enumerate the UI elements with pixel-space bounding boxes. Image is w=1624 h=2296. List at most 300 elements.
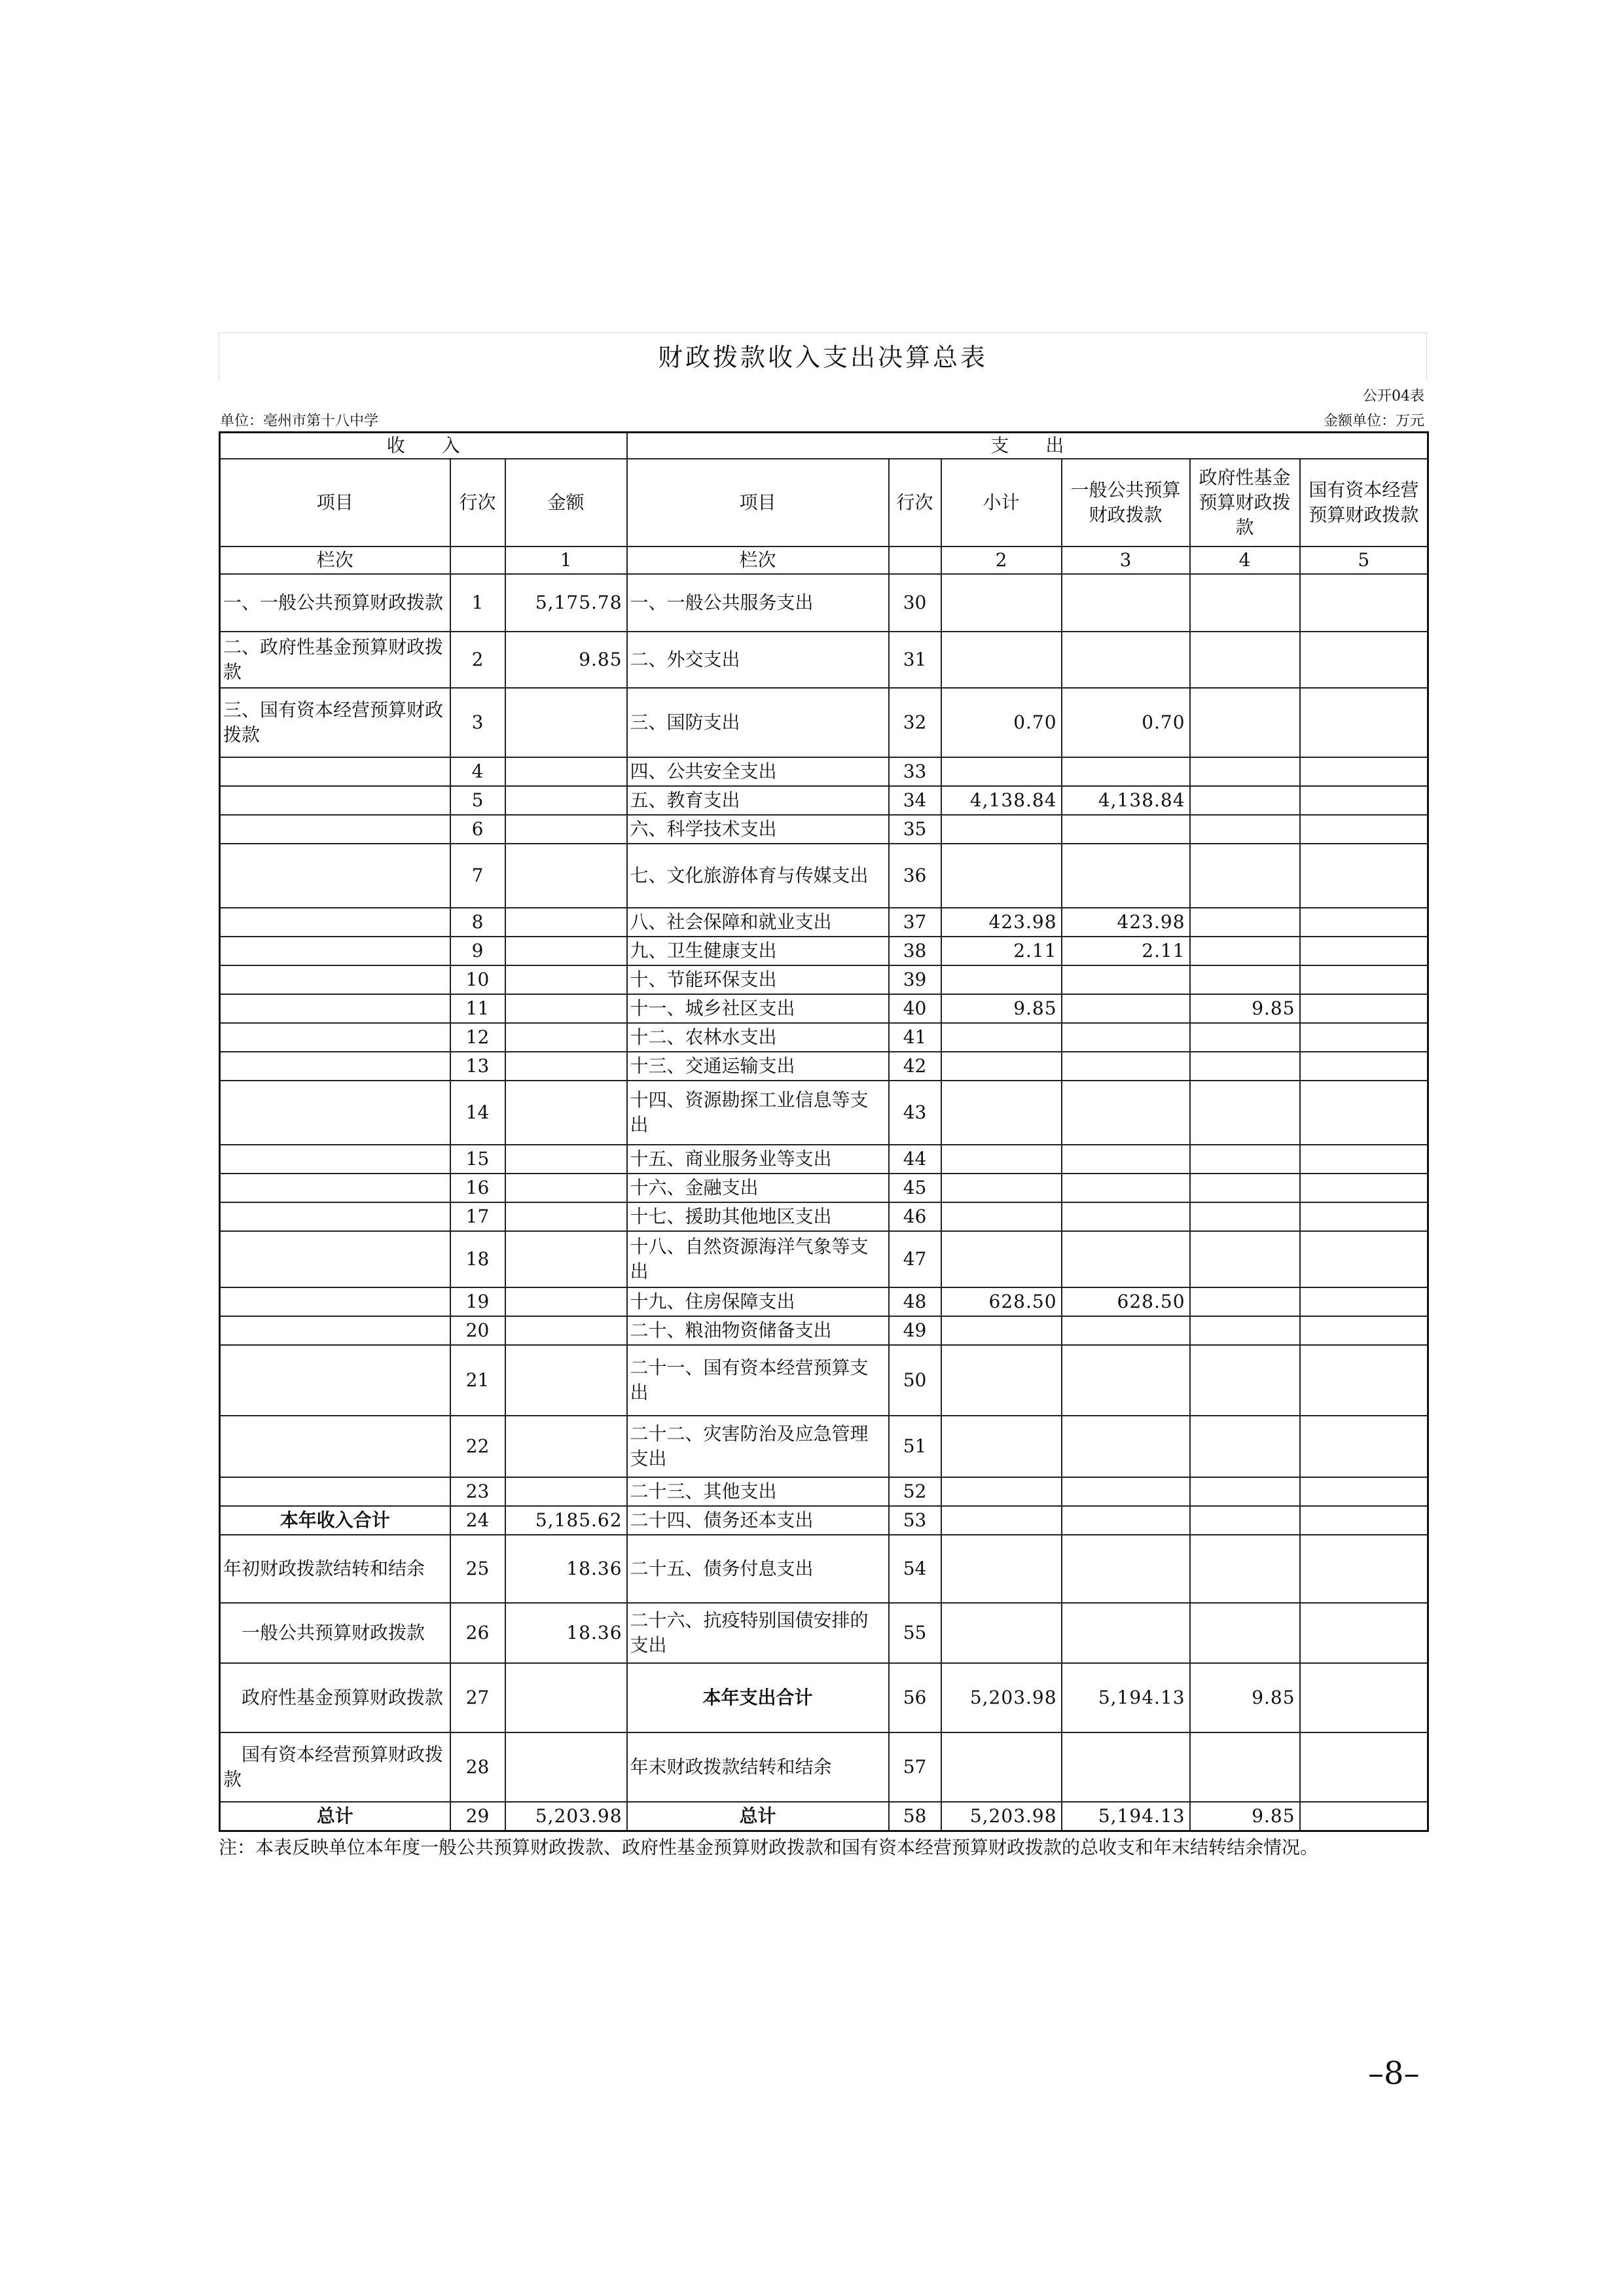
unit-label: 单位：亳州市第十八中学 (220, 413, 379, 429)
expense-fund (1190, 1202, 1300, 1231)
expense-row-no: 54 (889, 1535, 941, 1603)
report-title: 财政拨款收入支出决算总表 (219, 332, 1427, 382)
header-fund: 政府性基金预算财政拨款 (1190, 459, 1300, 547)
income-row-no: 5 (450, 786, 505, 815)
income-row-no: 25 (450, 1535, 505, 1603)
income-item: 年初财政拨款结转和结余 (220, 1535, 450, 1603)
income-amount (505, 1052, 627, 1081)
expense-fund (1190, 786, 1300, 815)
expense-state (1300, 1603, 1428, 1663)
income-amount: 5,203.98 (505, 1802, 627, 1831)
income-item: 本年收入合计 (220, 1506, 450, 1535)
form-code: 公开04表 (1363, 388, 1424, 404)
expense-state (1300, 1174, 1428, 1202)
expense-fund (1190, 1023, 1300, 1052)
expense-state (1300, 965, 1428, 994)
expense-fund (1190, 965, 1300, 994)
expense-fund (1190, 1506, 1300, 1535)
expense-row-no: 45 (889, 1174, 941, 1202)
expense-general (1062, 574, 1190, 632)
expense-item: 三、国防支出 (627, 688, 889, 757)
expense-item: 二十五、债务付息支出 (627, 1535, 889, 1603)
expense-subtotal (941, 1231, 1062, 1287)
expense-row-no: 53 (889, 1506, 941, 1535)
income-amount (505, 1477, 627, 1506)
income-item: 总计 (220, 1802, 450, 1831)
expense-item: 二十、粮油物资储备支出 (627, 1316, 889, 1345)
expense-state (1300, 1345, 1428, 1416)
income-amount (505, 937, 627, 965)
expense-item: 十六、金融支出 (627, 1174, 889, 1202)
expense-subtotal (941, 1145, 1062, 1174)
table-row (220, 1732, 1428, 1802)
income-item (220, 844, 450, 908)
section-header-row (220, 433, 1428, 459)
expense-state (1300, 994, 1428, 1023)
income-row-no: 18 (450, 1231, 505, 1287)
expense-general (1062, 1603, 1190, 1663)
expense-general (1062, 1535, 1190, 1603)
income-item (220, 1174, 450, 1202)
expense-row-no: 55 (889, 1603, 941, 1663)
col-label: 栏次 (220, 547, 450, 574)
income-row-no: 6 (450, 815, 505, 844)
income-amount (505, 994, 627, 1023)
income-item (220, 1023, 450, 1052)
expense-general (1062, 1416, 1190, 1477)
expense-item: 年末财政拨款结转和结余 (627, 1732, 889, 1802)
table-row (220, 786, 1428, 815)
expense-general (1062, 1023, 1190, 1052)
income-row-no: 14 (450, 1081, 505, 1145)
expense-general (1062, 1732, 1190, 1802)
expense-general (1062, 632, 1190, 688)
income-row-no: 8 (450, 908, 505, 937)
income-amount (505, 908, 627, 937)
expense-general (1062, 1231, 1190, 1287)
income-amount (505, 757, 627, 786)
income-header: 收 入 (220, 433, 627, 459)
expense-item: 四、公共安全支出 (627, 757, 889, 786)
expense-general (1062, 1145, 1190, 1174)
income-item: 国有资本经营预算财政拨款 (220, 1732, 450, 1802)
expense-subtotal (941, 632, 1062, 688)
expense-row-no: 47 (889, 1231, 941, 1287)
appropriation-table (219, 431, 1429, 1832)
expense-subtotal: 2.11 (941, 937, 1062, 965)
income-amount: 18.36 (505, 1535, 627, 1603)
expense-fund (1190, 632, 1300, 688)
expense-subtotal (941, 1202, 1062, 1231)
expense-state (1300, 1663, 1428, 1732)
expense-row-no: 46 (889, 1202, 941, 1231)
expense-subtotal (941, 1023, 1062, 1052)
income-item (220, 1477, 450, 1506)
income-item (220, 1345, 450, 1416)
expense-item: 十、节能环保支出 (627, 965, 889, 994)
expense-state (1300, 1535, 1428, 1603)
income-row-no: 24 (450, 1506, 505, 1535)
expense-row-no: 32 (889, 688, 941, 757)
expense-general (1062, 1174, 1190, 1202)
expense-subtotal (941, 1345, 1062, 1416)
expense-item: 二、外交支出 (627, 632, 889, 688)
expense-subtotal: 4,138.84 (941, 786, 1062, 815)
table-row (220, 1802, 1428, 1831)
income-amount (505, 1663, 627, 1732)
expense-row-no: 42 (889, 1052, 941, 1081)
table-row (220, 1416, 1428, 1477)
expense-item: 十四、资源勘探工业信息等支出 (627, 1081, 889, 1145)
expense-item: 二十三、其他支出 (627, 1477, 889, 1506)
income-row-no: 27 (450, 1663, 505, 1732)
expense-state (1300, 574, 1428, 632)
income-amount (505, 1145, 627, 1174)
income-item (220, 937, 450, 965)
expense-subtotal (941, 1477, 1062, 1506)
expense-subtotal (941, 815, 1062, 844)
expense-fund (1190, 815, 1300, 844)
income-item (220, 786, 450, 815)
unit-row (219, 406, 1427, 431)
header-row-no: 行次 (450, 459, 505, 547)
col-blank-1 (450, 547, 505, 574)
expense-row-no: 35 (889, 815, 941, 844)
expense-fund: 9.85 (1190, 994, 1300, 1023)
expense-fund (1190, 1287, 1300, 1316)
expense-item: 二十六、抗疫特别国债安排的支出 (627, 1603, 889, 1663)
expense-item: 二十四、债务还本支出 (627, 1506, 889, 1535)
expense-state (1300, 1081, 1428, 1145)
expense-general (1062, 844, 1190, 908)
income-row-no: 19 (450, 1287, 505, 1316)
expense-subtotal: 0.70 (941, 688, 1062, 757)
table-row (220, 1477, 1428, 1506)
table-row (220, 1231, 1428, 1287)
expense-fund (1190, 1535, 1300, 1603)
table-row (220, 994, 1428, 1023)
expense-row-no: 49 (889, 1316, 941, 1345)
table-row (220, 1663, 1428, 1732)
income-row-no: 13 (450, 1052, 505, 1081)
income-amount (505, 1231, 627, 1287)
expense-row-no: 38 (889, 937, 941, 965)
table-row (220, 1506, 1428, 1535)
expense-fund (1190, 937, 1300, 965)
expense-state (1300, 1316, 1428, 1345)
income-amount (505, 1202, 627, 1231)
expense-state (1300, 1202, 1428, 1231)
expense-row-no: 37 (889, 908, 941, 937)
income-row-no: 22 (450, 1416, 505, 1477)
expense-row-no: 48 (889, 1287, 941, 1316)
expense-subtotal (941, 1174, 1062, 1202)
expense-row-no: 40 (889, 994, 941, 1023)
table-row (220, 937, 1428, 965)
expense-general: 628.50 (1062, 1287, 1190, 1316)
expense-general (1062, 1202, 1190, 1231)
expense-item: 本年支出合计 (627, 1663, 889, 1732)
expense-subtotal (941, 965, 1062, 994)
expense-item: 一、一般公共服务支出 (627, 574, 889, 632)
table-row (220, 1023, 1428, 1052)
expense-item: 二十一、国有资本经营预算支出 (627, 1345, 889, 1416)
expense-state (1300, 1052, 1428, 1081)
income-row-no: 3 (450, 688, 505, 757)
income-amount (505, 1416, 627, 1477)
expense-fund: 9.85 (1190, 1802, 1300, 1831)
expense-state (1300, 937, 1428, 965)
income-item (220, 757, 450, 786)
expense-general (1062, 1052, 1190, 1081)
income-item: 二、政府性基金预算财政拨款 (220, 632, 450, 688)
expense-state (1300, 1477, 1428, 1506)
col-index-5: 5 (1300, 547, 1428, 574)
header-state: 国有资本经营预算财政拨款 (1300, 459, 1428, 547)
expense-state (1300, 908, 1428, 937)
expense-fund (1190, 1174, 1300, 1202)
income-item: 政府性基金预算财政拨款 (220, 1663, 450, 1732)
income-amount (505, 815, 627, 844)
income-item (220, 1231, 450, 1287)
income-item (220, 1416, 450, 1477)
expense-item: 十八、自然资源海洋气象等支出 (627, 1231, 889, 1287)
header-general: 一般公共预算财政拨款 (1062, 459, 1190, 547)
table-row (220, 1174, 1428, 1202)
income-amount (505, 965, 627, 994)
table-row (220, 1145, 1428, 1174)
expense-fund: 9.85 (1190, 1663, 1300, 1732)
income-item (220, 1052, 450, 1081)
expense-item: 十九、住房保障支出 (627, 1287, 889, 1316)
income-amount (505, 688, 627, 757)
expense-item: 六、科学技术支出 (627, 815, 889, 844)
table-row (220, 1287, 1428, 1316)
page-number: –8– (1368, 2055, 1420, 2092)
expense-row-no: 41 (889, 1023, 941, 1052)
expense-subtotal (941, 1506, 1062, 1535)
income-row-no: 15 (450, 1145, 505, 1174)
expense-subtotal: 5,203.98 (941, 1663, 1062, 1732)
table-row (220, 908, 1428, 937)
expense-fund (1190, 1732, 1300, 1802)
expense-state (1300, 632, 1428, 688)
expense-general (1062, 1345, 1190, 1416)
expense-item: 十二、农林水支出 (627, 1023, 889, 1052)
expense-general (1062, 1506, 1190, 1535)
expense-fund (1190, 1316, 1300, 1345)
income-row-no: 29 (450, 1802, 505, 1831)
income-item (220, 1316, 450, 1345)
expense-subtotal (941, 1732, 1062, 1802)
expense-state (1300, 1416, 1428, 1477)
expense-header: 支 出 (627, 433, 1428, 459)
expense-row-no: 30 (889, 574, 941, 632)
expense-subtotal (941, 574, 1062, 632)
expense-fund (1190, 1477, 1300, 1506)
expense-state (1300, 1732, 1428, 1802)
income-row-no: 12 (450, 1023, 505, 1052)
header-exp-item: 项目 (627, 459, 889, 547)
income-row-no: 4 (450, 757, 505, 786)
income-amount: 18.36 (505, 1603, 627, 1663)
table-row (220, 1316, 1428, 1345)
expense-subtotal: 5,203.98 (941, 1802, 1062, 1831)
income-item (220, 1081, 450, 1145)
table-row (220, 1345, 1428, 1416)
expense-row-no: 39 (889, 965, 941, 994)
income-row-no: 28 (450, 1732, 505, 1802)
table-row (220, 1052, 1428, 1081)
expense-state (1300, 1506, 1428, 1535)
income-item (220, 994, 450, 1023)
income-row-no: 26 (450, 1603, 505, 1663)
income-item (220, 1145, 450, 1174)
expense-row-no: 43 (889, 1081, 941, 1145)
expense-subtotal (941, 1416, 1062, 1477)
income-row-no: 23 (450, 1477, 505, 1506)
col-blank-2 (889, 547, 941, 574)
exp-col-label: 栏次 (627, 547, 889, 574)
income-item: 一、一般公共预算财政拨款 (220, 574, 450, 632)
table-row (220, 632, 1428, 688)
income-amount: 5,185.62 (505, 1506, 627, 1535)
table-row (220, 1081, 1428, 1145)
expense-general: 5,194.13 (1062, 1802, 1190, 1831)
income-item: 三、国有资本经营预算财政拨款 (220, 688, 450, 757)
expense-fund (1190, 1231, 1300, 1287)
expense-state (1300, 1231, 1428, 1287)
income-item: 一般公共预算财政拨款 (220, 1603, 450, 1663)
table-row (220, 815, 1428, 844)
expense-subtotal (941, 1535, 1062, 1603)
income-amount (505, 844, 627, 908)
expense-row-no: 57 (889, 1732, 941, 1802)
expense-state (1300, 1023, 1428, 1052)
expense-general (1062, 1477, 1190, 1506)
expense-item: 五、教育支出 (627, 786, 889, 815)
header-amount: 金额 (505, 459, 627, 547)
expense-state (1300, 1287, 1428, 1316)
expense-item: 十七、援助其他地区支出 (627, 1202, 889, 1231)
income-row-no: 9 (450, 937, 505, 965)
expense-general: 2.11 (1062, 937, 1190, 965)
expense-fund (1190, 1603, 1300, 1663)
expense-fund (1190, 574, 1300, 632)
income-amount (505, 786, 627, 815)
expense-fund (1190, 757, 1300, 786)
income-amount (505, 1287, 627, 1316)
expense-state (1300, 1802, 1428, 1831)
income-item (220, 1287, 450, 1316)
expense-general: 423.98 (1062, 908, 1190, 937)
header-subtotal: 小计 (941, 459, 1062, 547)
table-row (220, 965, 1428, 994)
income-row-no: 20 (450, 1316, 505, 1345)
expense-state (1300, 815, 1428, 844)
column-index-row (220, 547, 1428, 574)
expense-row-no: 58 (889, 1802, 941, 1831)
expense-general: 5,194.13 (1062, 1663, 1190, 1732)
income-amount: 9.85 (505, 632, 627, 688)
expense-subtotal: 628.50 (941, 1287, 1062, 1316)
expense-fund (1190, 1145, 1300, 1174)
expense-subtotal (941, 757, 1062, 786)
expense-general (1062, 1316, 1190, 1345)
income-row-no: 1 (450, 574, 505, 632)
expense-state (1300, 688, 1428, 757)
expense-row-no: 44 (889, 1145, 941, 1174)
expense-subtotal (941, 844, 1062, 908)
col-index-2: 2 (941, 547, 1062, 574)
income-row-no: 21 (450, 1345, 505, 1416)
expense-item: 九、卫生健康支出 (627, 937, 889, 965)
header-exp-row-no: 行次 (889, 459, 941, 547)
expense-general (1062, 965, 1190, 994)
income-item (220, 815, 450, 844)
expense-state (1300, 844, 1428, 908)
table-row (220, 757, 1428, 786)
expense-state (1300, 1145, 1428, 1174)
table-row (220, 844, 1428, 908)
col-index-3: 3 (1062, 547, 1190, 574)
expense-item: 总计 (627, 1802, 889, 1831)
income-amount: 5,175.78 (505, 574, 627, 632)
expense-fund (1190, 1052, 1300, 1081)
report-sheet (219, 332, 1427, 1861)
expense-row-no: 31 (889, 632, 941, 688)
expense-subtotal: 423.98 (941, 908, 1062, 937)
expense-subtotal (941, 1081, 1062, 1145)
amount-unit: 金额单位：万元 (1323, 413, 1424, 429)
expense-row-no: 56 (889, 1663, 941, 1732)
table-row (220, 1535, 1428, 1603)
expense-subtotal (941, 1052, 1062, 1081)
expense-row-no: 50 (889, 1345, 941, 1416)
income-row-no: 2 (450, 632, 505, 688)
expense-general (1062, 994, 1190, 1023)
expense-fund (1190, 908, 1300, 937)
col-index-4: 4 (1190, 547, 1300, 574)
expense-item: 二十二、灾害防治及应急管理支出 (627, 1416, 889, 1477)
table-note: 注：本表反映单位本年度一般公共预算财政拨款、政府性基金预算财政拨款和国有资本经营预算财政拨款的总收支和年末结转结余情况。 (219, 1836, 1319, 1858)
expense-fund (1190, 688, 1300, 757)
expense-subtotal (941, 1316, 1062, 1345)
expense-item: 八、社会保障和就业支出 (627, 908, 889, 937)
table-row (220, 1603, 1428, 1663)
income-row-no: 17 (450, 1202, 505, 1231)
income-amount (505, 1345, 627, 1416)
table-row (220, 574, 1428, 632)
column-header-row (220, 459, 1428, 547)
expense-state (1300, 757, 1428, 786)
income-amount (505, 1081, 627, 1145)
income-item (220, 965, 450, 994)
expense-fund (1190, 1345, 1300, 1416)
table-row (220, 1202, 1428, 1231)
expense-general (1062, 757, 1190, 786)
expense-general: 0.70 (1062, 688, 1190, 757)
expense-state (1300, 786, 1428, 815)
col-index-1: 1 (505, 547, 627, 574)
expense-item: 十一、城乡社区支出 (627, 994, 889, 1023)
expense-row-no: 36 (889, 844, 941, 908)
income-item (220, 1202, 450, 1231)
table-row (220, 688, 1428, 757)
expense-row-no: 33 (889, 757, 941, 786)
expense-subtotal (941, 1603, 1062, 1663)
expense-fund (1190, 844, 1300, 908)
